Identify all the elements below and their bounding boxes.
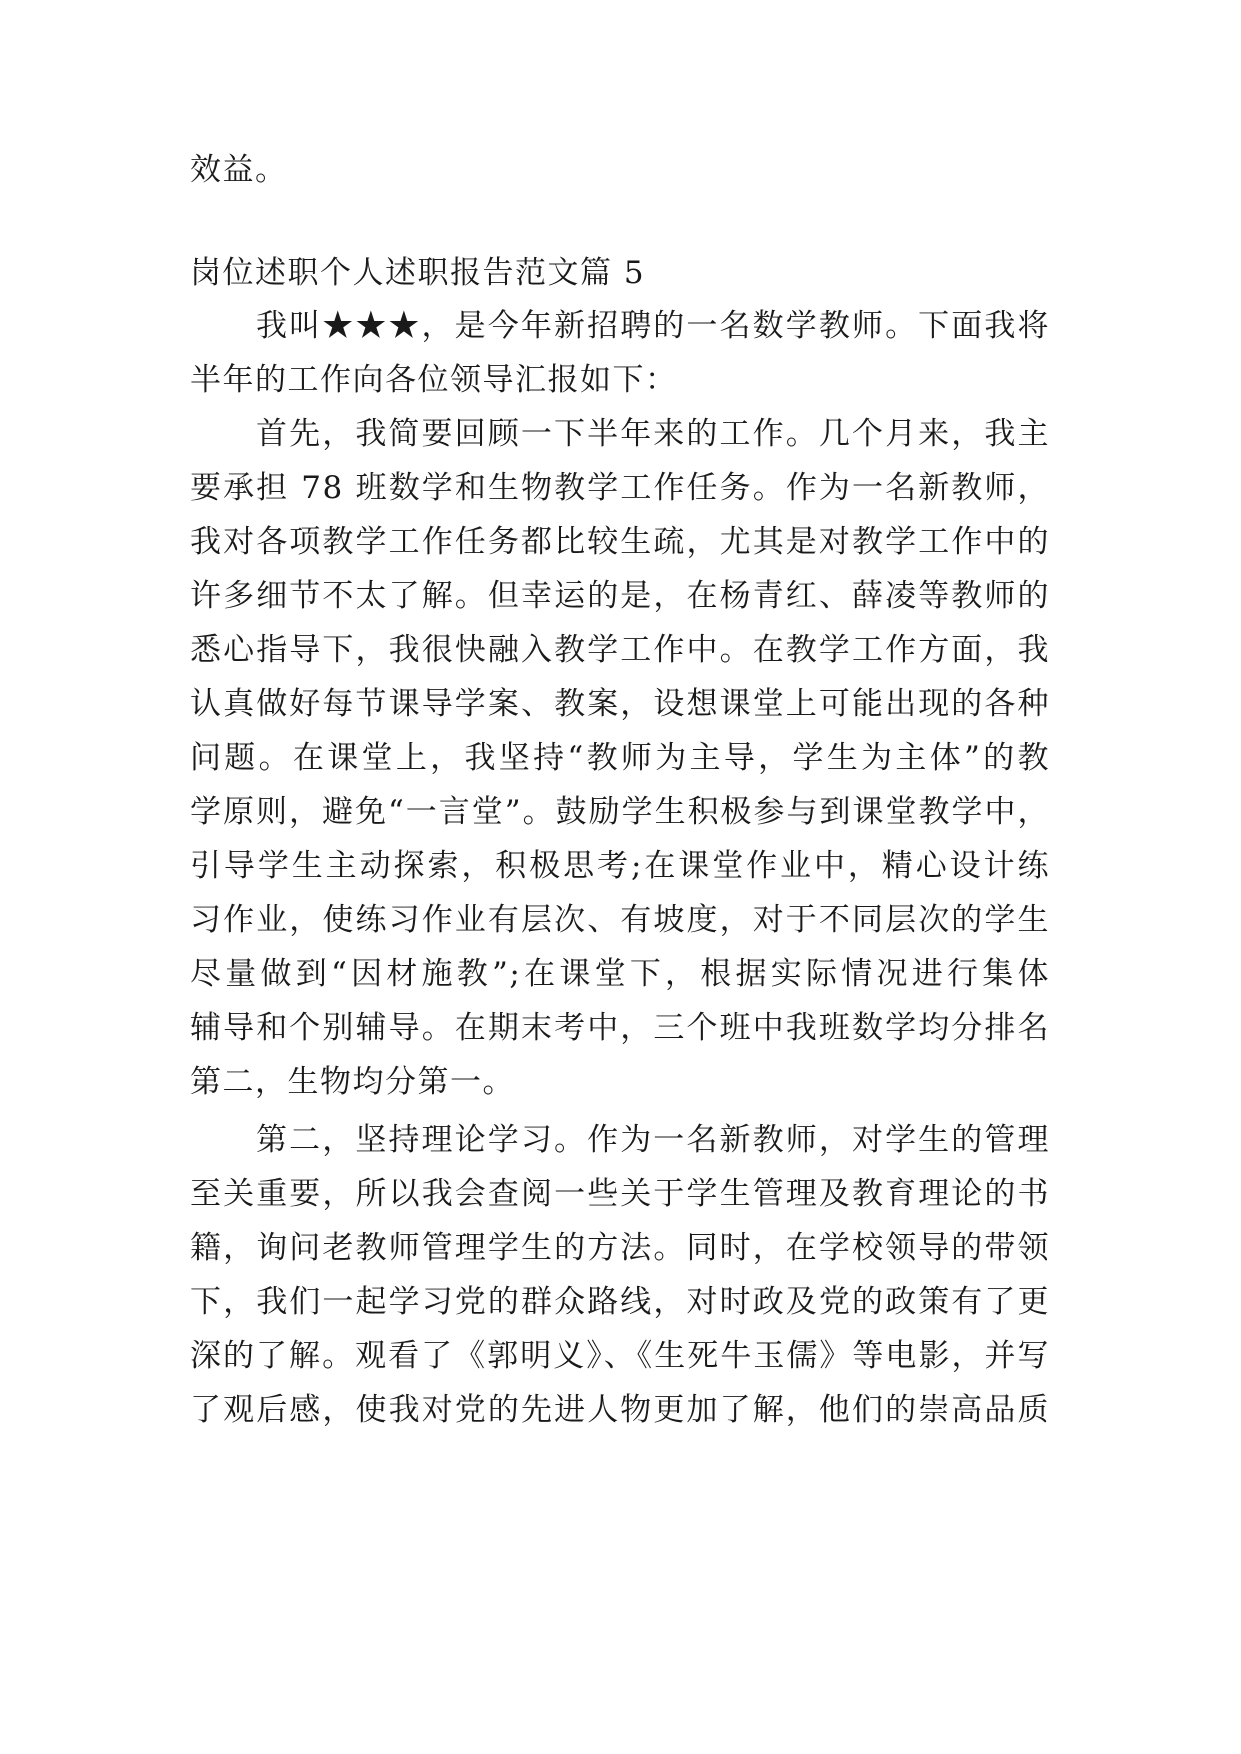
paragraph-line: 籍，询问老教师管理学生的方法。同时，在学校领导的带领 xyxy=(190,1230,1050,1266)
paragraph-line: 问题。在课堂上，我坚持“教师为主导，学生为主体”的教 xyxy=(190,740,1050,776)
paragraph-line: 我叫★★★，是今年新招聘的一名数学教师。下面我将 xyxy=(256,308,1050,344)
paragraph-line: 我对各项教学工作任务都比较生疏，尤其是对教学工作中的 xyxy=(190,524,1050,560)
paragraph-line: 半年的工作向各位领导汇报如下： xyxy=(190,362,678,398)
paragraph-line: 辅导和个别辅导。在期末考中，三个班中我班数学均分排名 xyxy=(190,1010,1050,1046)
paragraph-line: 深的了解。观看了《郭明义》、《生死牛玉儒》等电影，并写 xyxy=(190,1338,1050,1374)
paragraph-line: 尽量做到“因材施教”;在课堂下，根据实际情况进行集体 xyxy=(190,956,1050,992)
section-heading: 岗位述职个人述职报告范文篇 5 xyxy=(190,255,646,291)
paragraph-line: 第二，坚持理论学习。作为一名新教师，对学生的管理 xyxy=(256,1122,1050,1158)
previous-section-tail: 效益。 xyxy=(190,152,288,188)
paragraph-line: 许多细节不太了解。但幸运的是，在杨青红、薛凌等教师的 xyxy=(190,578,1050,614)
paragraph-line: 认真做好每节课导学案、教案，设想课堂上可能出现的各种 xyxy=(190,686,1050,722)
paragraph-line: 引导学生主动探索，积极思考;在课堂作业中，精心设计练 xyxy=(190,848,1050,884)
paragraph-line: 习作业，使练习作业有层次、有坡度，对于不同层次的学生 xyxy=(190,902,1050,938)
paragraph-line: 要承担 78 班数学和生物教学工作任务。作为一名新教师， xyxy=(190,470,1050,506)
paragraph-line: 至关重要，所以我会查阅一些关于学生管理及教育理论的书 xyxy=(190,1176,1050,1212)
paragraph-line: 学原则，避免“一言堂”。鼓励学生积极参与到课堂教学中， xyxy=(190,794,1050,830)
paragraph-line: 了观后感，使我对党的先进人物更加了解，他们的崇高品质 xyxy=(190,1392,1050,1428)
paragraph-line: 下，我们一起学习党的群众路线，对时政及党的政策有了更 xyxy=(190,1284,1050,1320)
paragraph-line: 第二，生物均分第一。 xyxy=(190,1064,515,1100)
paragraph-line: 首先，我简要回顾一下半年来的工作。几个月来，我主 xyxy=(256,416,1050,452)
paragraph-line: 悉心指导下，我很快融入教学工作中。在教学工作方面，我 xyxy=(190,632,1050,668)
